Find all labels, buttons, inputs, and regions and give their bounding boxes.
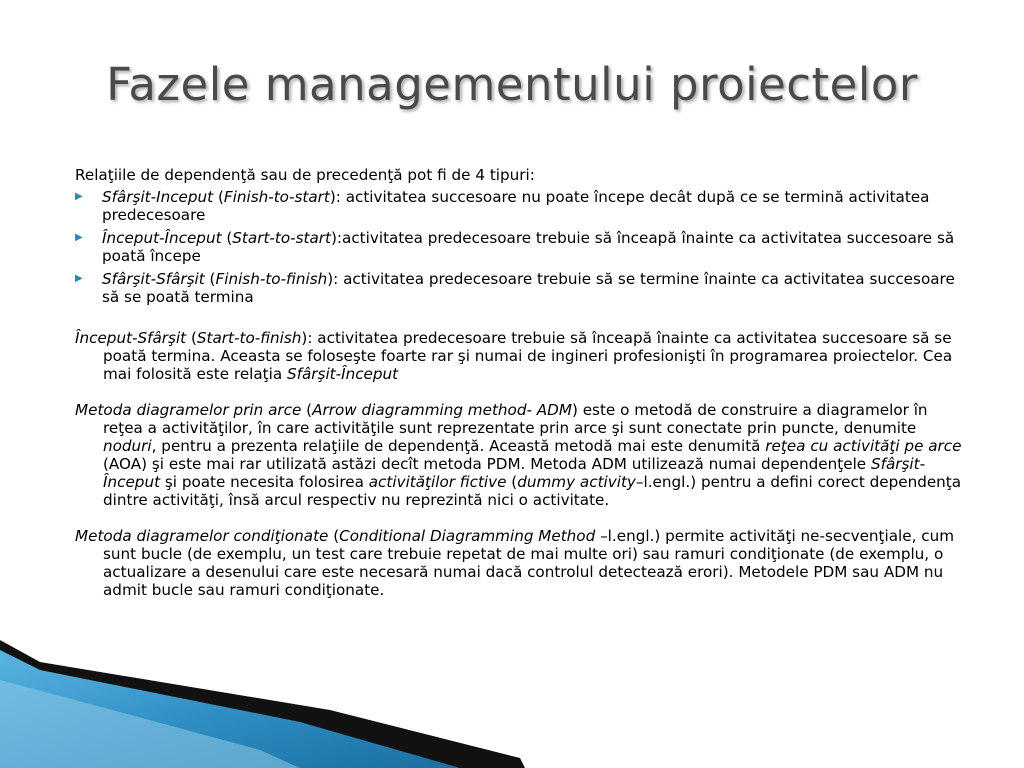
intro-text: Relaţiile de dependenţă sau de precedenţă pot fi de 4 tipuri: — [75, 166, 535, 184]
paragraph-adm-method: Metoda diagramelor prin arce (Arrow diagramming method- ADM) este o metodă de construire a diagramelor în reţea a activităţilor, în care activităţile sunt reprezentate prin arce şi sunt conectate prin puncte, denumite noduri, pentru a prezenta relaţiile de dependenţă. Această metodă mai este denumită reţea cu activităţi pe arce (AOA) şi este mai rar utilizată astăzi decît metoda PDM. Metoda ADM utilizează numai dependenţele Sfârşit-Început şi poate necesita folosirea activităţilor fictive (dummy activity–l.engl.) pentru a defini corect dependenţa dintre activităţi, însă arcul respectiv nu reprezintă nici o activitate. — [75, 401, 962, 509]
arrow-bullet-icon: ▶ — [75, 191, 83, 202]
paragraph-start-to-finish: Început-Sfârşit (Start-to-finish): activitatea predecesoare trebuie să înceapă înainte ca activitatea succesoare să se poată termina. Aceasta se foloseşte foarte rar şi numai de ingineri profesionişti în programarea proiectelor. Cea mai folosită este relaţia Sfârşit-Început — [75, 329, 953, 383]
slide-title: Fazele managementului proiectelor — [106, 58, 918, 111]
bullet-item: ▶ Sfârşit-Sfârşit (Finish-to-finish): activitatea predecesoare trebuie să se termine înainte ca activitatea succesoare să se poată termina — [75, 270, 955, 306]
slide-body — [75, 166, 970, 599]
arrow-bullet-icon: ▶ — [75, 273, 83, 284]
bullet-item: ▶ Început-Început (Start-to-start):activitatea predecesoare trebuie să înceapă înainte ca activitatea succesoare să poată începe — [75, 229, 955, 265]
decorative-swoosh — [0, 640, 1024, 768]
arrow-bullet-icon: ▶ — [75, 232, 83, 243]
bullet-item: ▶ Sfârşit-Inceput (Finish-to-start): activitatea succesoare nu poate începe decât după ce se termină activitatea predecesoare — [75, 188, 930, 224]
paragraph-conditional-method: Metoda diagramelor condiţionate (Conditional Diagramming Method –l.engl.) permite activităţi ne-secvenţiale, cum sunt bucle (de exemplu, un test care trebuie repetat de mai multe ori) sau ramuri condiţionate (de exemplu, o actualizare a desenului care este necesară numai dacă controlul detectează erori). Metodele PDM sau ADM nu admit bucle sau ramuri condiţionate. — [75, 527, 955, 599]
